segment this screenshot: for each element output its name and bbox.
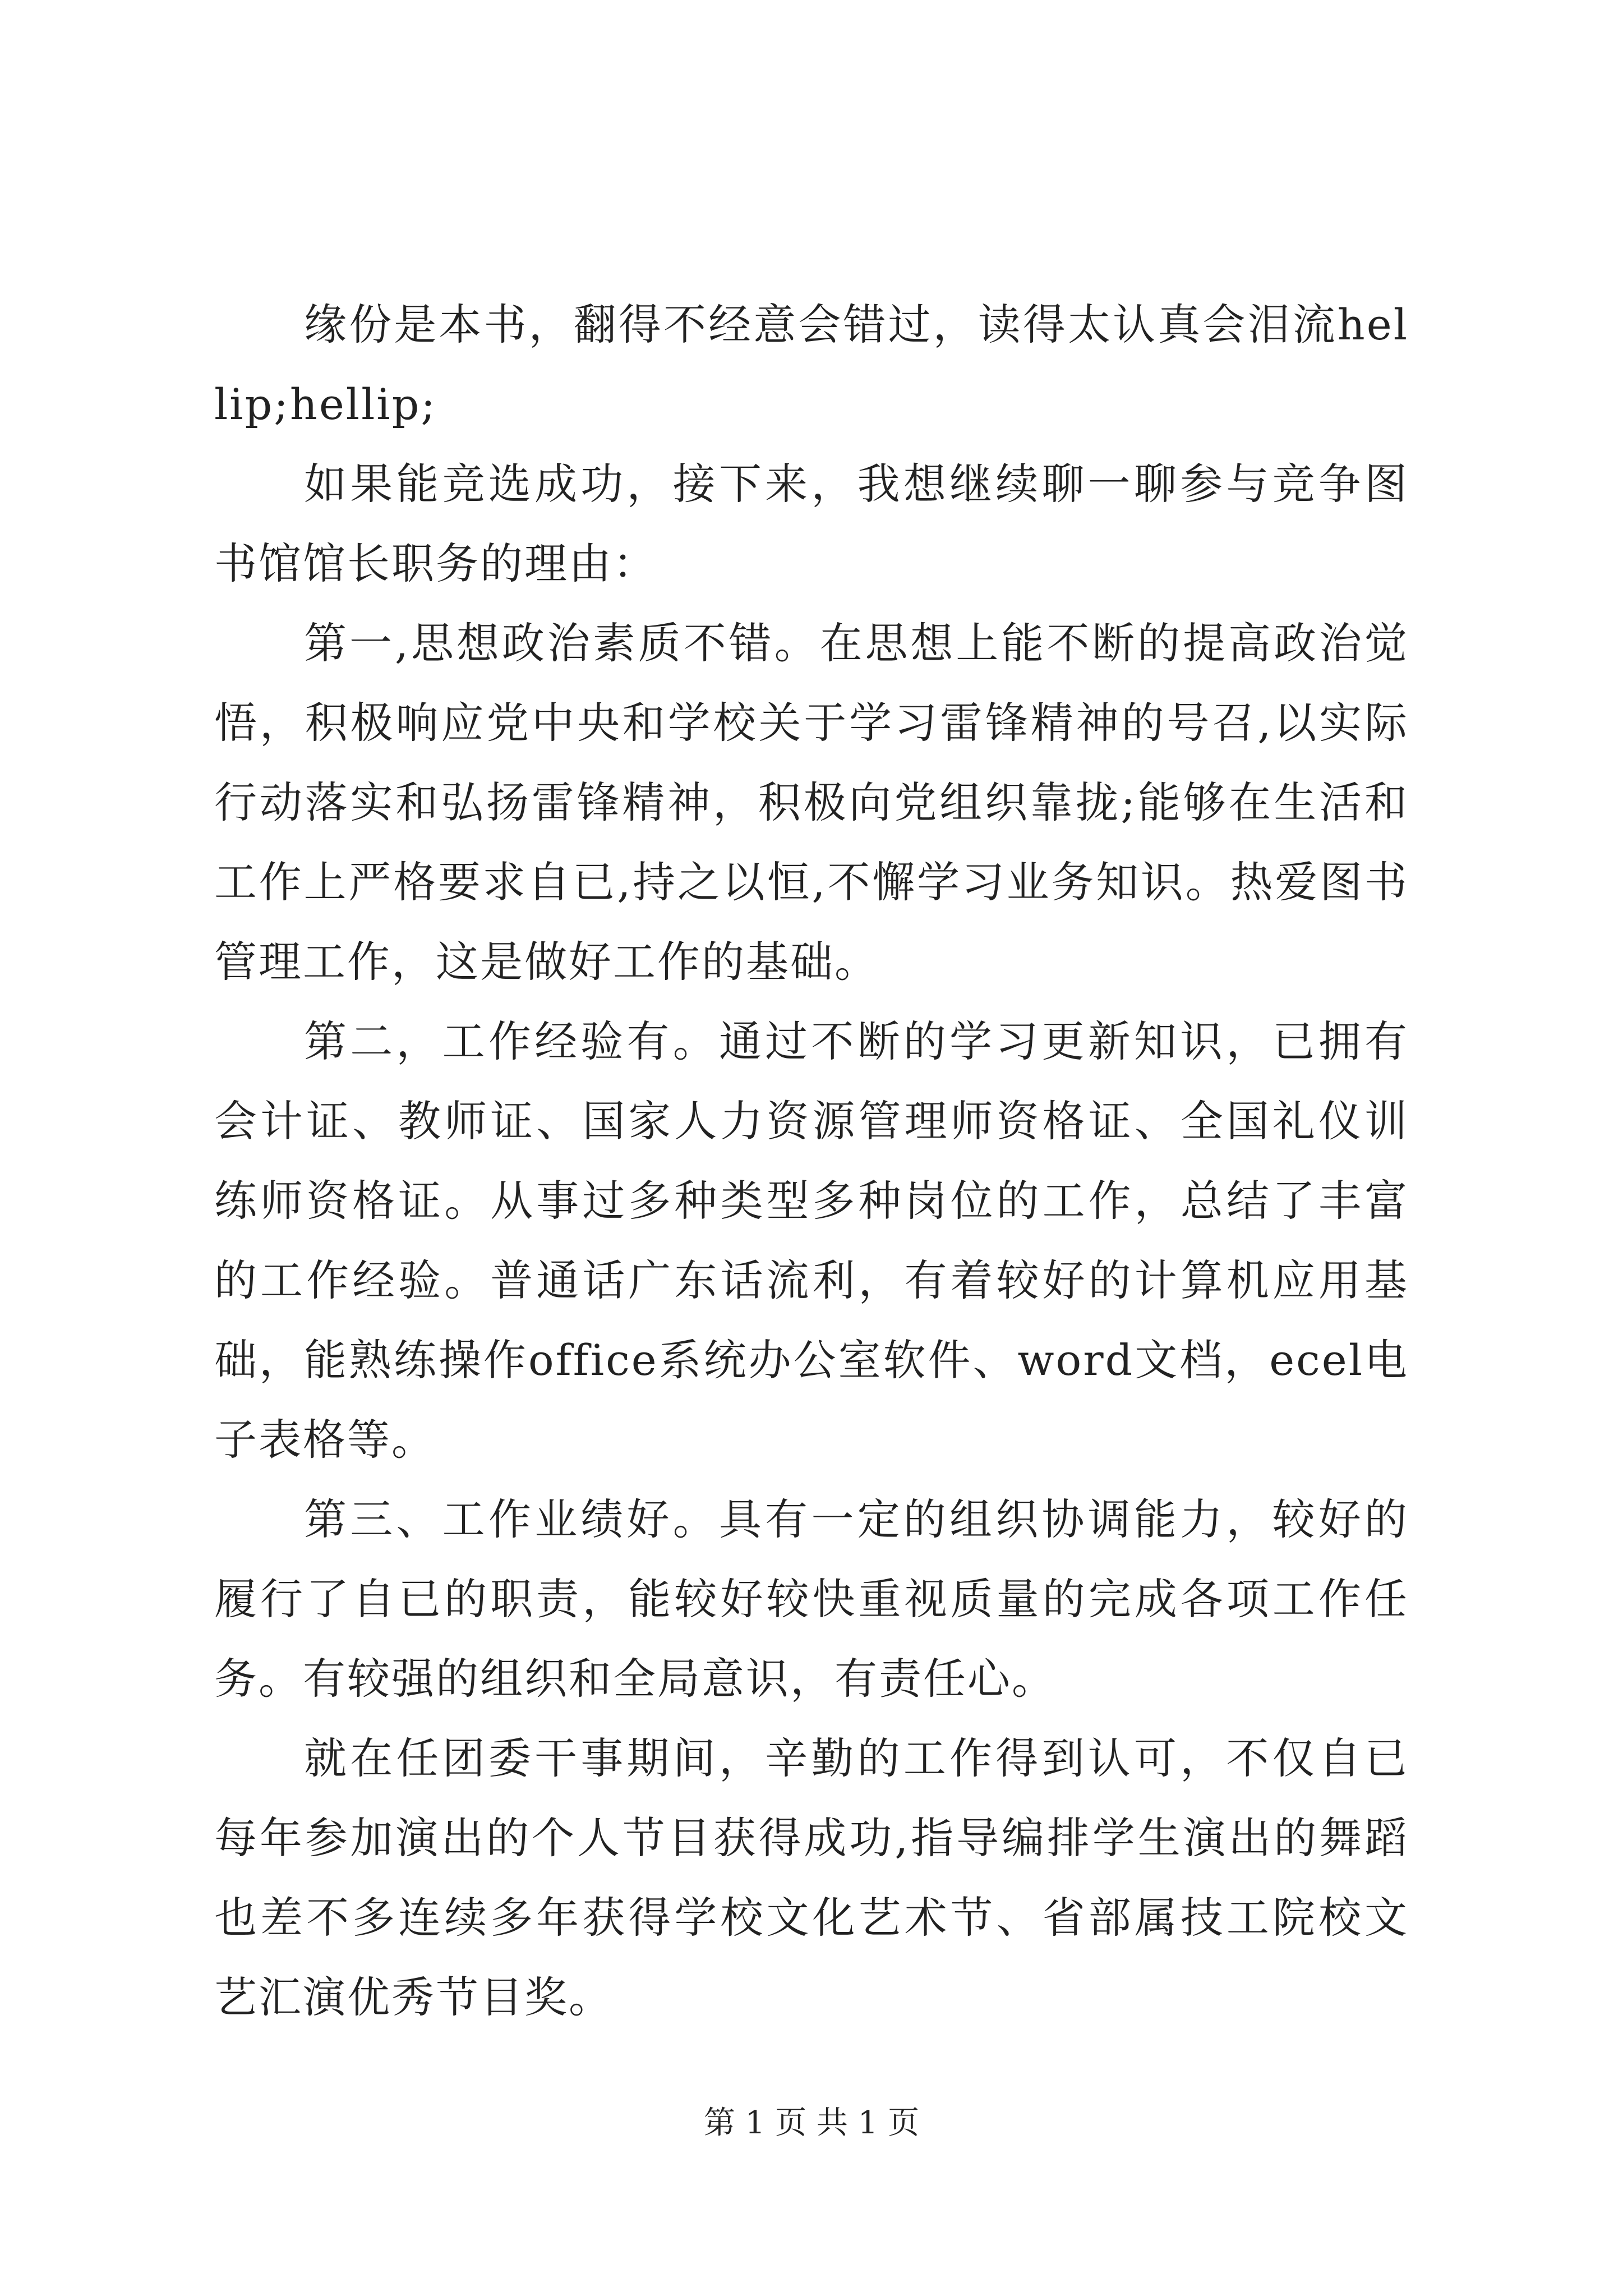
- paragraph-4: 第二，工作经验有。通过不断的学习更新知识，已拥有会计证、教师证、国家人力资源管理师资格证、全国礼仪训练师资格证。从事过多种类型多种岗位的工作，总结了丰富的工作经验。普通话广东话流利，有着较好的计算机应用基础，能熟练操作office系统办公室软件、word文档，ecel电子表格等。: [214, 1016, 1409, 1465]
- paragraph-3: 第一,思想政治素质不错。在思想上能不断的提高政治觉悟，积极响应党中央和学校关于学习雷锋精神的号召,以实际行动落实和弘扬雷锋精神，积极向党组织靠拢;能够在生活和工作上严格要求自已,持之以恒,不懈学习业务知识。热爱图书管理工作，这是做好工作的基础。: [214, 618, 1409, 987]
- paragraph-5: 第三、工作业绩好。具有一定的组织协调能力，较好的履行了自已的职责，能较好较快重视质量的完成各项工作任务。有较强的组织和全局意识，有责任心。: [214, 1494, 1409, 1704]
- page-number-footer: 第 1 页 共 1 页: [703, 2105, 920, 2141]
- paragraph-6: 就在任团委干事期间，辛勤的工作得到认可，不仅自已每年参加演出的个人节目获得成功,指导编排学生演出的舞蹈也差不多连续多年获得学校文化艺术节、省部属技工院校文艺汇演优秀节目奖。: [214, 1733, 1409, 2022]
- document-body: [214, 285, 1409, 2037]
- paragraph-2: 如果能竞选成功，接下来，我想继续聊一聊参与竞争图书馆馆长职务的理由：: [214, 459, 1409, 588]
- paragraph-1: 缘份是本书，翻得不经意会错过，读得太认真会泪流hellip;hellip;: [214, 300, 1409, 429]
